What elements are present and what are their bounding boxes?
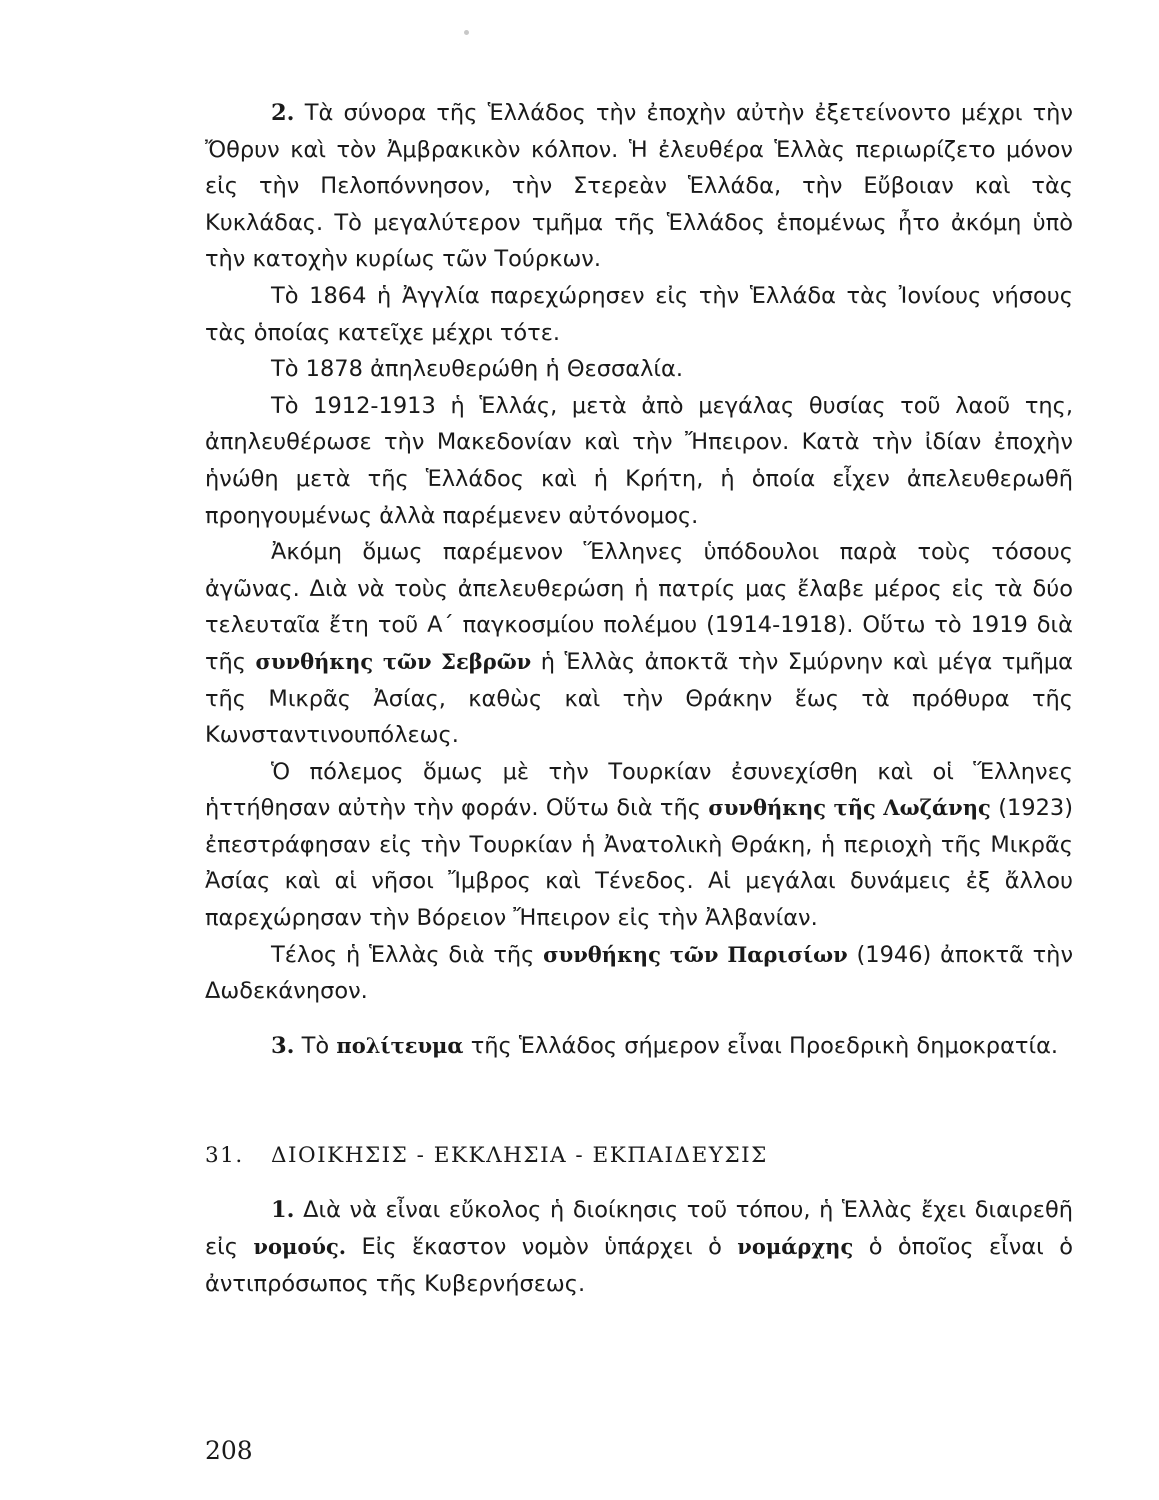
paper-speck bbox=[464, 30, 469, 35]
section-1-text-c: Εἰς ἕκαστον νομὸν ὑπάρχει ὁ bbox=[361, 1234, 722, 1261]
prefect-term: νομάρχης bbox=[737, 1234, 854, 1260]
chapter-number: 31. bbox=[205, 1143, 244, 1169]
treaty-of-lausanne: συνθήκης τῆς Λωζάνης bbox=[708, 795, 991, 821]
page-number: 208 bbox=[205, 1436, 253, 1465]
spacer bbox=[205, 1010, 1073, 1028]
section-1-paragraph bbox=[205, 1192, 1073, 1302]
section-2-paragraph-2 bbox=[205, 278, 1073, 351]
section-2-paragraph-4 bbox=[205, 388, 1073, 534]
section-2-text-6c: (1923) ἐπεστράφησαν εἰς τὴν Τουρκίαν ἡ Ἀνατολικὴ Θράκη, ἡ περιοχὴ τῆς Μικρᾶς Ἀσίας καὶ αἱ νῆσοι Ἴμβρος καὶ Τένεδος. Αἱ μεγάλαι δυνάμεις ἐξ ἄλλου παρεχώρησαν τὴν Βόρειον Ἤπειρον εἰς τὴν Ἀλβανίαν. bbox=[205, 795, 1074, 932]
polity-term: πολίτευμα bbox=[336, 1032, 464, 1058]
section-2-text-6a: Ὁ πόλεμος ὅμως μὲ τὴν Τουρκίαν ἐσυνεχίσθη καὶ οἱ Ἕλληνες ἡττήθησαν αὐτὴν τὴν φοράν. Οὕτω διὰ τῆς bbox=[205, 758, 1073, 822]
section-2-paragraph-7 bbox=[205, 937, 1073, 1010]
treaty-of-sevres: συνθήκης τῶν Σεβρῶν bbox=[255, 648, 532, 674]
spacer bbox=[205, 1174, 1073, 1192]
prefectures-term: νομούς. bbox=[253, 1234, 347, 1260]
section-2-text-2: Τὸ 1864 ἡ Ἀγγλία παρεχώρησεν εἰς τὴν Ἑλλάδα τὰς Ἰονίους νήσους τὰς ὁποίας κατεῖχε μέχρι τότε. bbox=[205, 282, 1073, 346]
section-2-text-7c: (1946) ἀποκτᾶ τὴν Δωδεκάνησον. bbox=[205, 941, 1074, 1005]
section-2-text-1: Τὰ σύνορα τῆς Ἑλλάδος τὴν ἐποχὴν αὐτὴν ἐξετείνοντο μέχρι τὴν Ὄθρυν καὶ τὸν Ἀμβρακικὸν κόλπον. Ἡ ἐλευθέρα Ἑλλὰς περιωρίζετο μόνον εἰς τὴν Πελοπόννησον, τὴν Στερεὰν Ἑλλάδα, τὴν Εὔβοιαν καὶ τὰς Κυκλάδας. Τὸ μεγαλύτερον τμῆμα τῆς Ἑλλάδος ἑπομένως ἦτο ἀκόμη ὑπὸ τὴν κατοχὴν κυρίως τῶν Τούρκων. bbox=[205, 100, 1073, 273]
section-2-paragraph-6 bbox=[205, 754, 1073, 937]
section-2-paragraph-5 bbox=[205, 534, 1073, 754]
section-2-text-5a: Ἀκόμη ὅμως παρέμενον Ἕλληνες ὑπόδουλοι παρὰ τοὺς τόσους ἀγῶνας. Διὰ νὰ τοὺς ἀπελευθερώση ἡ πατρίς μας ἔλαβε μέρος εἰς τὰ δύο τελευταῖα ἔτη τοῦ Α΄ παγκοσμίου πολέμου (1914-1918). Οὕτω τὸ 1919 διὰ τῆς bbox=[205, 539, 1073, 675]
section-1-number: 1. bbox=[271, 1197, 295, 1224]
section-3-text-a: Τὸ bbox=[301, 1032, 330, 1059]
section-3-number: 3. bbox=[271, 1032, 295, 1059]
section-1-text-a: Διὰ νὰ εἶναι εὔκολος ἡ διοίκησις τοῦ τόπου, ἡ Ἑλλὰς ἔχει διαιρεθῆ εἰς bbox=[205, 1197, 1073, 1261]
page-body bbox=[205, 95, 1073, 1302]
chapter-heading bbox=[205, 1138, 1073, 1174]
section-2-text-5c: ἡ Ἑλλὰς ἀποκτᾶ τὴν Σμύρνην καὶ μέγα τμῆμα τῆς Μικρᾶς Ἀσίας, καθὼς καὶ τὴν Θράκην ἕως τὰ πρόθυρα τῆς Κωνσταντινουπόλεως. bbox=[205, 648, 1073, 749]
section-1-text-e: ὁ ὁποῖος εἶναι ὁ ἀντιπρόσωπος τῆς Κυβερνήσεως. bbox=[205, 1234, 1073, 1297]
section-2-paragraph-3 bbox=[205, 351, 1073, 388]
section-3-paragraph bbox=[205, 1028, 1073, 1065]
section-2-text-3: Τὸ 1878 ἀπηλευθερώθη ἡ Θεσσαλία. bbox=[271, 356, 683, 383]
treaty-of-paris: συνθήκης τῶν Παρισίων bbox=[543, 941, 848, 967]
section-2-text-7a: Τέλος ἡ Ἑλλὰς διὰ τῆς bbox=[271, 941, 535, 968]
section-2-text-4: Τὸ 1912-1913 ἡ Ἑλλάς, μετὰ ἀπὸ μεγάλας θυσίας τοῦ λαοῦ της, ἀπηλευθέρωσε τὴν Μακεδονίαν καὶ τὴν Ἤπειρον. Κατὰ τὴν ἰδίαν ἐποχὴν ἡνώθη μετὰ τῆς Ἑλλάδος καὶ ἡ Κρήτη, ἡ ὁποία εἶχεν ἀπελευθερωθῆ προηγουμένως ἀλλὰ παρέμενεν αὐτόνομος. bbox=[205, 392, 1073, 529]
section-3-text-c: τῆς Ἑλλάδος σήμερον εἶναι Προεδρικὴ δημοκρατία. bbox=[470, 1032, 1059, 1059]
section-2-number: 2. bbox=[271, 100, 295, 126]
section-2-paragraph-1 bbox=[205, 95, 1073, 278]
spacer bbox=[205, 1064, 1073, 1138]
chapter-title: ΔΙΟΙΚΗΣΙΣ - ΕΚΚΛΗΣΙΑ - ΕΚΠΑΙΔΕΥΣΙΣ bbox=[271, 1143, 768, 1169]
